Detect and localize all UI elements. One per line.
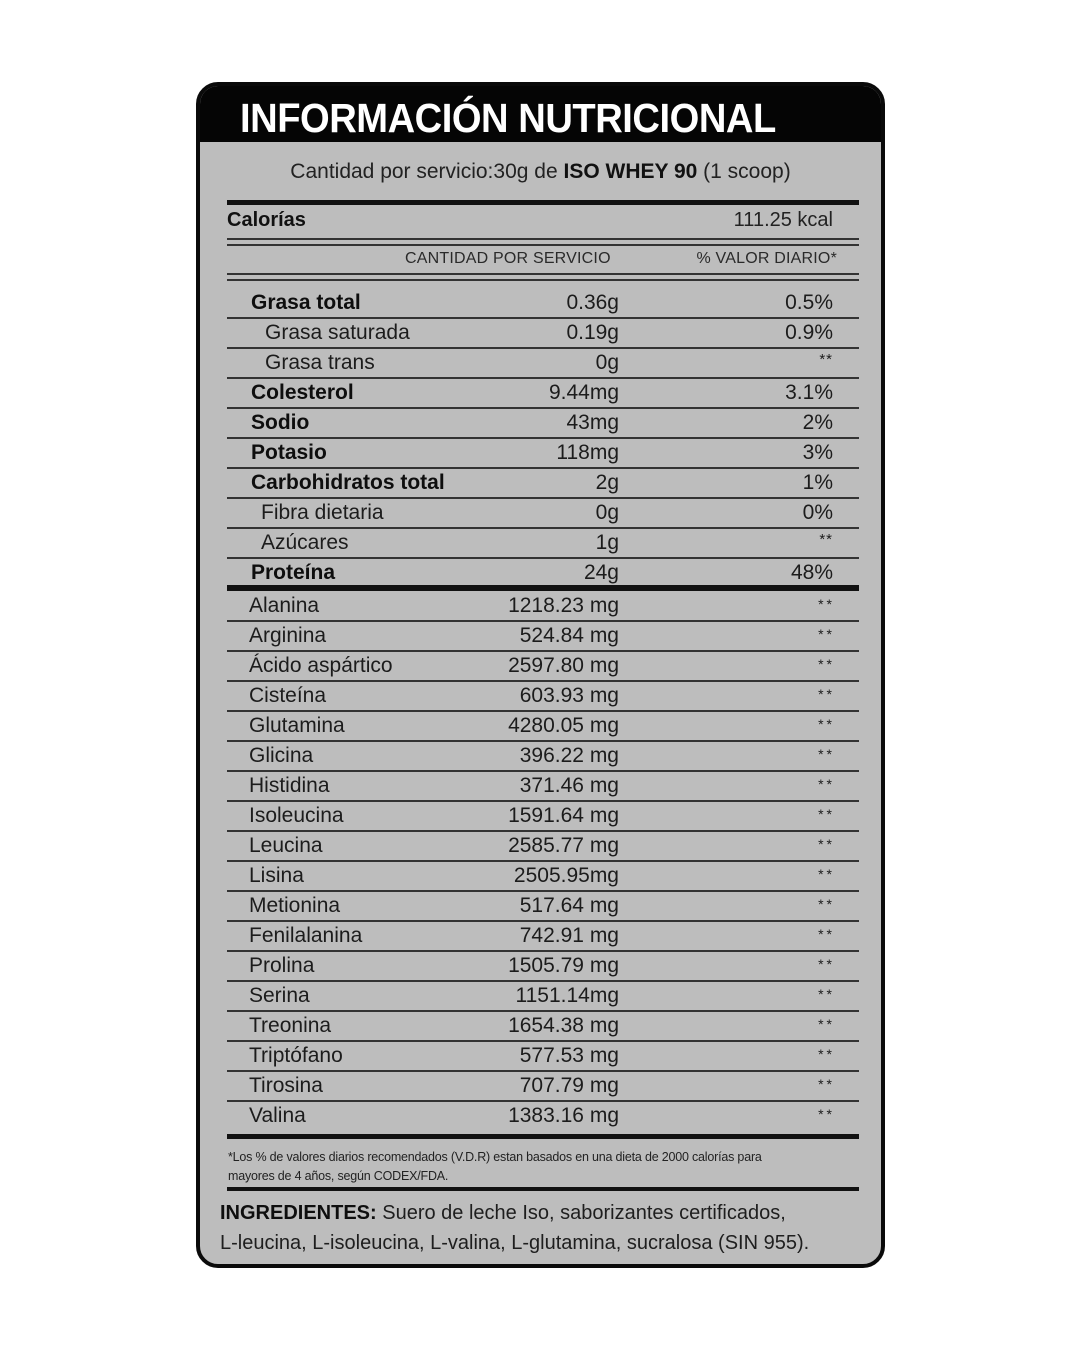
divider-double [227,244,859,246]
nutrient-row-grasa-total [227,289,859,319]
amino-dv: ** [818,716,835,732]
amino-dv: ** [818,1046,835,1062]
amino-name: Cisteína [249,684,327,707]
amino-name: Metionina [249,894,341,917]
amino-qty: 1505.79 mg [508,954,619,977]
daily-value-footnote [228,1148,868,1186]
amino-name: Leucina [249,834,323,857]
nutrient-qty: 9.44mg [548,381,619,404]
ingredients-line: L-leucina, L-isoleucina, L-valina, L-glutamina, sucralosa (SIN 955). [220,1232,810,1254]
amino-row [227,982,859,1012]
serving-size [200,160,881,184]
nutrient-dv: 2% [802,411,833,434]
calories-label: Calorías [227,209,306,231]
amino-qty: 1218.23 mg [508,594,619,617]
amino-row [227,892,859,922]
amino-name: Treonina [249,1014,332,1037]
column-header-daily-value: % VALOR DIARIO* [696,250,837,267]
amino-row [227,1072,859,1102]
amino-qty: 524.84 mg [519,624,619,647]
title-bar [200,86,881,142]
nutrient-row-fibra [227,499,859,529]
amino-dv: ** [818,836,835,852]
amino-qty: 742.91 mg [519,924,619,947]
label-title: INFORMACIÓN NUTRICIONAL [240,95,776,141]
amino-row [227,922,859,952]
nutrient-dv: 0% [802,501,833,524]
amino-qty: 371.46 mg [519,774,619,797]
serving-prefix: Cantidad por servicio:30g de [290,160,558,183]
amino-dv: ** [818,596,835,612]
amino-name: Glutamina [249,714,345,737]
amino-name: Triptófano [249,1044,343,1067]
amino-row [227,742,859,772]
amino-qty: 1151.14mg [515,984,619,1007]
amino-dv: ** [818,626,835,642]
amino-name: Tirosina [249,1074,323,1097]
nutrient-name: Potasio [251,441,327,464]
amino-row [227,652,859,682]
nutrient-name: Colesterol [251,381,354,404]
amino-qty: 603.93 mg [519,684,619,707]
amino-row [227,1012,859,1042]
amino-qty: 396.22 mg [519,744,619,767]
amino-qty: 4280.05 mg [508,714,619,737]
amino-dv: ** [818,956,835,972]
nutrient-name: Fibra dietaria [261,501,384,524]
amino-row [227,772,859,802]
nutrient-dv: 0.9% [785,321,833,344]
amino-dv: ** [818,806,835,822]
amino-qty: 2585.77 mg [508,834,619,857]
nutrient-qty: 0.19g [566,321,619,344]
divider-thick [227,200,859,205]
amino-acid-table [227,592,859,1132]
divider-thick [227,1134,859,1139]
nutrient-name: Sodio [251,411,310,434]
nutrient-dv: 3% [802,441,833,464]
nutrient-dv: ** [819,531,833,548]
product-name: ISO WHEY 90 [563,160,698,183]
amino-dv: ** [818,1016,835,1032]
nutrient-row-grasa-trans [227,349,859,379]
nutrition-label [196,82,885,1268]
amino-row [227,1102,859,1132]
amino-row [227,862,859,892]
amino-name: Lisina [249,864,304,887]
amino-name: Alanina [249,594,320,617]
divider-thick [227,585,859,591]
amino-qty: 577.53 mg [519,1044,619,1067]
nutrient-qty: 118mg [556,441,619,464]
nutrient-dv: 1% [802,471,833,494]
amino-row [227,622,859,652]
divider-thick [227,1187,859,1191]
amino-name: Isoleucina [249,804,344,827]
nutrient-qty: 1g [595,531,619,554]
divider-double [227,279,859,281]
amino-dv: ** [818,1106,835,1122]
nutrient-qty: 0.36g [566,291,619,314]
serving-suffix: (1 scoop) [703,160,791,183]
amino-row [227,832,859,862]
amino-dv: ** [818,926,835,942]
amino-name: Arginina [249,624,327,647]
nutrient-name: Carbohidratos total [251,471,445,494]
amino-dv: ** [818,866,835,882]
amino-qty: 1654.38 mg [508,1014,619,1037]
nutrient-qty: 2g [595,471,619,494]
nutrient-row-carbohidratos [227,469,859,499]
amino-qty: 1591.64 mg [508,804,619,827]
amino-row [227,952,859,982]
amino-qty: 707.79 mg [519,1074,619,1097]
nutrient-qty: 0g [595,501,619,524]
amino-qty: 2505.95mg [513,864,619,887]
nutrient-name: Azúcares [261,531,349,554]
nutrient-row-colesterol [227,379,859,409]
nutrient-name: Grasa total [251,291,361,314]
amino-dv: ** [818,896,835,912]
nutrient-name: Grasa trans [265,351,375,374]
amino-name: Histidina [249,774,330,797]
amino-name: Fenilalanina [249,924,363,947]
amino-name: Glicina [249,744,314,767]
amino-name: Valina [249,1104,306,1127]
nutrient-dv: 0.5% [785,291,833,314]
nutrient-row-sodio [227,409,859,439]
amino-row [227,1042,859,1072]
nutrient-row-grasa-saturada [227,319,859,349]
nutrient-dv: ** [819,351,833,368]
nutrient-qty: 24g [583,561,619,584]
amino-row [227,802,859,832]
divider-double [227,238,859,240]
ingredients-label: INGREDIENTES: [220,1202,377,1224]
footnote-line: mayores de 4 años, según CODEX/FDA. [228,1169,449,1183]
nutrient-dv: 48% [790,561,833,584]
nutrient-row-potasio [227,439,859,469]
amino-qty: 1383.16 mg [508,1104,619,1127]
amino-dv: ** [818,746,835,762]
nutrient-name: Grasa saturada [265,321,410,344]
nutrient-dv: 3.1% [785,381,833,404]
amino-name: Ácido aspártico [249,654,393,677]
nutrient-row-azucares [227,529,859,559]
amino-name: Prolina [249,954,315,977]
ingredients [220,1198,880,1258]
amino-qty: 517.64 mg [519,894,619,917]
calories-value: 111.25 kcal [733,209,833,231]
amino-row [227,712,859,742]
amino-row [227,592,859,622]
nutrient-qty: 43mg [566,411,619,434]
amino-dv: ** [818,776,835,792]
nutrient-name: Proteína [251,561,336,584]
divider-double [227,273,859,275]
amino-name: Serina [249,984,310,1007]
column-header-quantity: CANTIDAD POR SERVICIO [405,250,611,267]
amino-dv: ** [818,1076,835,1092]
nutrient-qty: 0g [595,351,619,374]
ingredients-line: Suero de leche Iso, saborizantes certificados, [382,1202,786,1224]
amino-qty: 2597.80 mg [508,654,619,677]
amino-dv: ** [818,656,835,672]
footnote-line: *Los % de valores diarios recomendados (V.D.R) estan basados en una dieta de 2000 calorías para [228,1150,762,1164]
amino-row [227,682,859,712]
amino-dv: ** [818,686,835,702]
amino-dv: ** [818,986,835,1002]
nutrient-table [227,289,859,589]
